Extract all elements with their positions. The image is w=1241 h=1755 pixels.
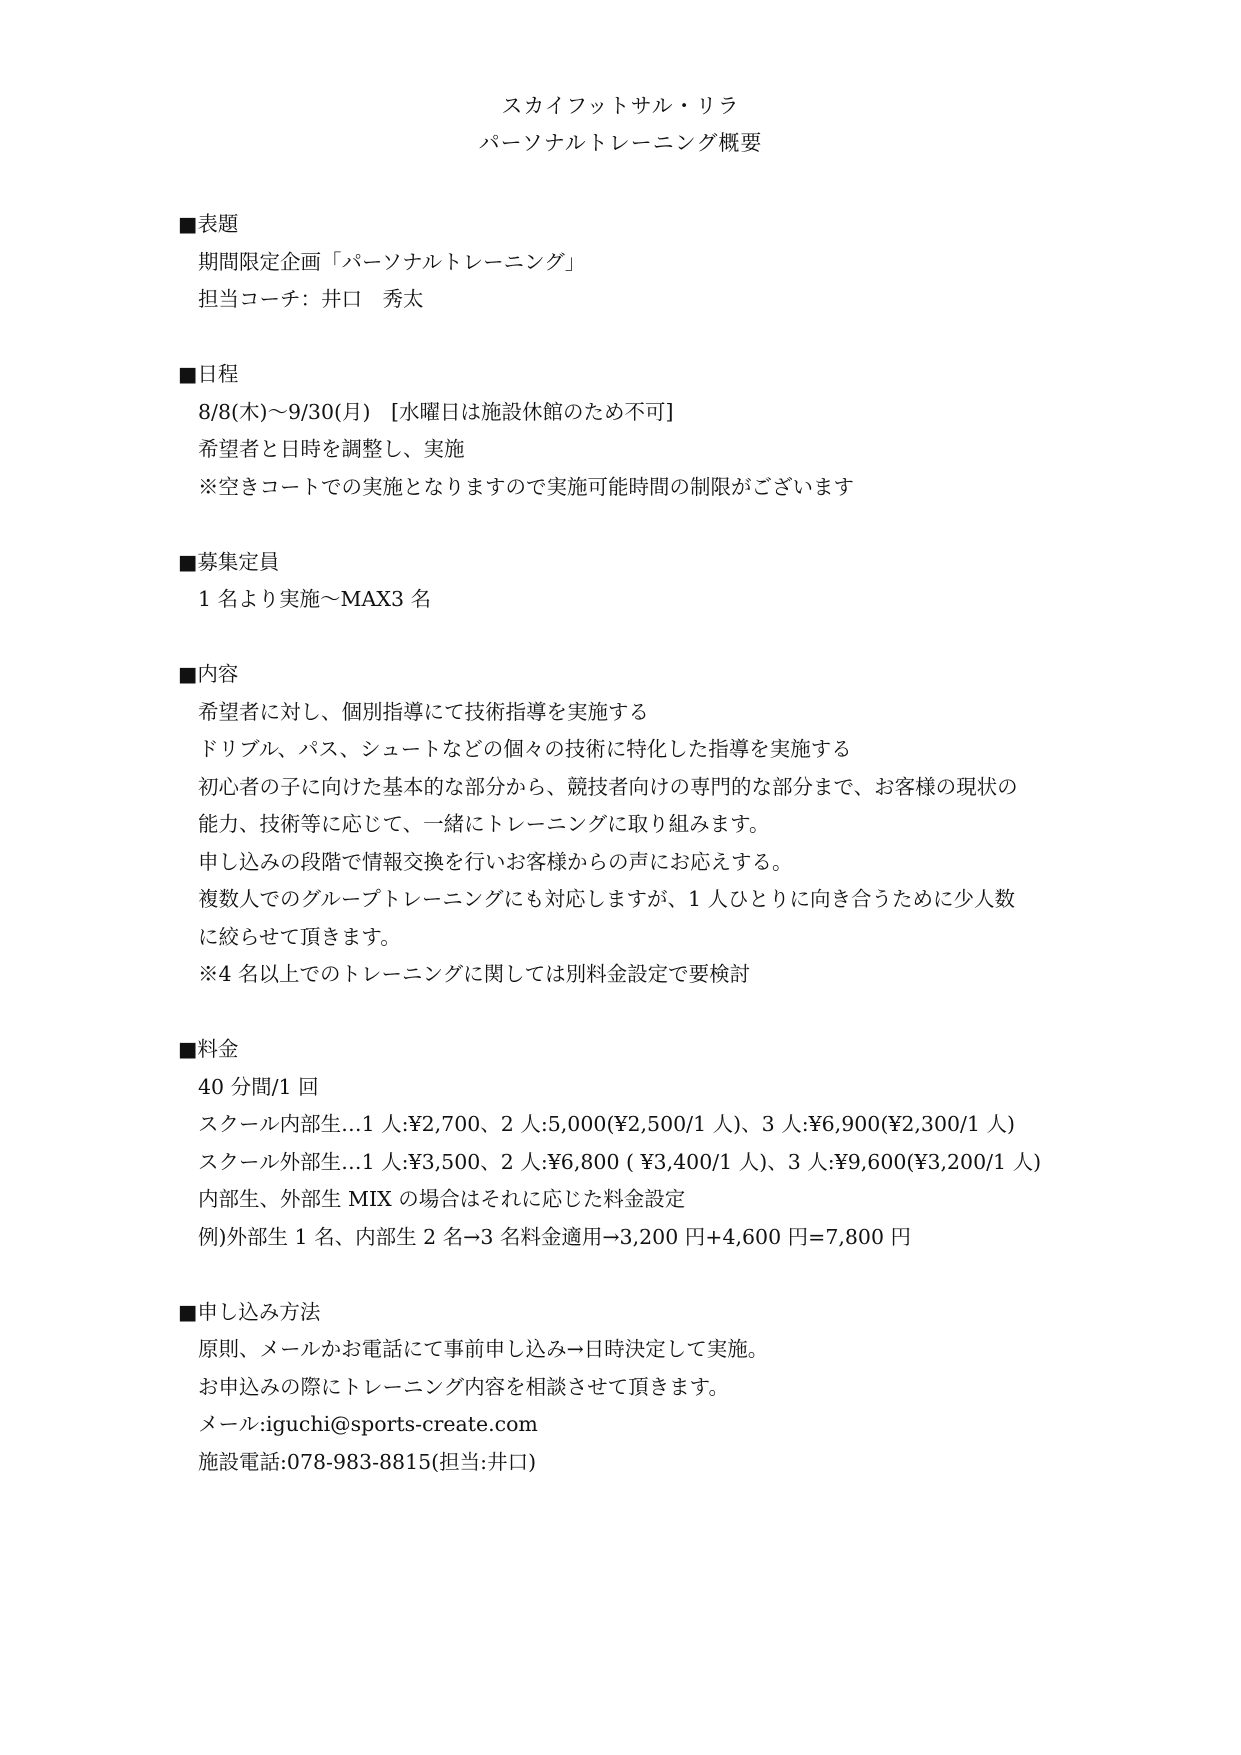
section-heading: ■募集定員 xyxy=(178,549,280,574)
section-content xyxy=(178,656,1078,994)
section-line: ドリブル、パス、シュートなどの個々の技術に特化した指導を実施する xyxy=(198,737,852,761)
section-line: に絞らせて頂きます。 xyxy=(198,924,401,949)
section-line: スクール外部生…1 人:¥3,500、2 人:¥6,800 ( ¥3,400/1 人)、3 人:¥9,600(¥3,200/1 人) xyxy=(198,1149,1042,1174)
section-line: ※4 名以上でのトレーニングに関しては別料金設定で要検討 xyxy=(198,962,751,986)
section-heading: ■日程 xyxy=(178,362,239,386)
section-line: お申込みの際にトレーニング内容を相談させて頂きます。 xyxy=(198,1374,729,1399)
section-line: スクール内部生…1 人:¥2,700、2 人:5,000(¥2,500/1 人)、3 人:¥6,900(¥2,300/1 人) xyxy=(198,1112,1016,1136)
section-fee xyxy=(178,1031,1078,1256)
section-line: 8/8(木)〜9/30(月) [水曜日は施設休館のため不可] xyxy=(198,399,674,424)
section-line: ※空きコートでの実施となりますので実施可能時間の制限がございます xyxy=(198,474,854,499)
section-line: 申し込みの段階で情報交換を行いお客様からの声にお応えする。 xyxy=(198,849,793,874)
section-line: 複数人でのグループトレーニングにも対応しますが、1 人ひとりに向き合うために少人数 xyxy=(198,887,1016,911)
section-line: 内部生、外部生 MIX の場合はそれに応じた料金設定 xyxy=(198,1187,686,1211)
section-heading: ■表題 xyxy=(178,212,239,236)
contact-phone: 施設電話:078-983-8815(担当:井口) xyxy=(198,1449,537,1474)
section-line: 希望者と日時を調整し、実施 xyxy=(198,437,465,461)
section-application xyxy=(178,1294,1078,1482)
section-line: 40 分間/1 回 xyxy=(198,1074,319,1099)
contact-email: メール:iguchi@sports-create.com xyxy=(198,1412,538,1436)
section-subject xyxy=(178,206,1078,319)
section-line: 初心者の子に向けた基本的な部分から、競技者向けの専門的な部分まで、お客様の現状の xyxy=(198,774,1018,799)
facility-name: スカイフットサル・リラ xyxy=(501,94,740,118)
section-line: 期間限定企画「パーソナルトレーニング」 xyxy=(198,249,586,274)
section-line: 原則、メールかお電話にて事前申し込み→日時決定して実施。 xyxy=(198,1337,769,1361)
section-line: 例)外部生 1 名、内部生 2 名→3 名料金適用→3,200 円+4,600 円=7,800 円 xyxy=(198,1224,912,1249)
section-line: 1 名より実施〜MAX3 名 xyxy=(198,587,432,611)
section-line: 希望者に対し、個別指導にて技術指導を実施する xyxy=(198,699,649,724)
document-body xyxy=(178,206,1078,1519)
section-line: 担当コーチ：井口 秀太 xyxy=(198,287,424,311)
document-title xyxy=(0,88,1241,162)
section-heading: ■内容 xyxy=(178,662,239,686)
document-subtitle: パーソナルトレーニング概要 xyxy=(478,131,763,155)
section-heading: ■料金 xyxy=(178,1037,239,1061)
section-capacity xyxy=(178,544,1078,619)
section-heading: ■申し込み方法 xyxy=(178,1299,321,1324)
section-line: 能力、技術等に応じて、一緒にトレーニングに取り組みます。 xyxy=(198,812,770,836)
section-schedule xyxy=(178,356,1078,506)
